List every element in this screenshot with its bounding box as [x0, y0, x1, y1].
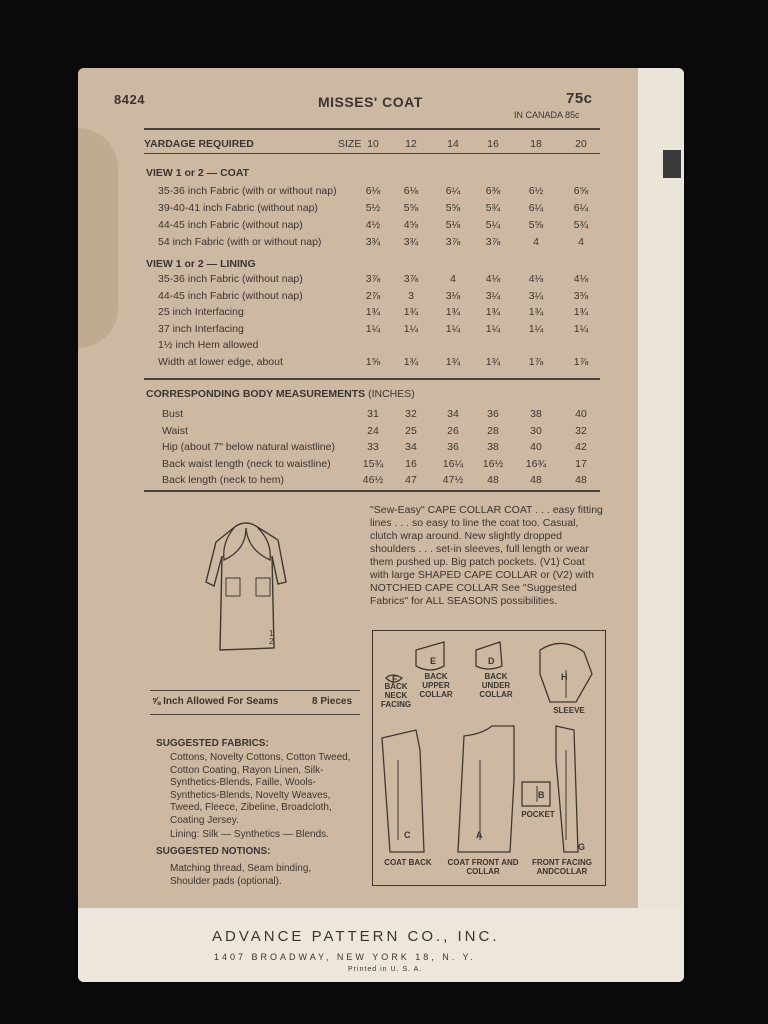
company-name: ADVANCE PATTERN CO., INC. [212, 928, 500, 945]
piece-b-label: POCKET [521, 810, 555, 819]
piece-b-letter: B [538, 790, 545, 800]
coat-yardage-label: 39-40-41 inch Fabric (without nap) [158, 202, 318, 214]
lining-yardage-label: 37 inch Interfacing [158, 322, 244, 335]
size-column-header: 20 [575, 138, 587, 150]
fabrics-title: SUGGESTED FABRICS: [156, 738, 269, 749]
lining-yardage-value: 1¾ [485, 355, 501, 368]
body-measurement-label: Bust [162, 408, 184, 420]
coat-yardage-value: 6¼ [573, 202, 589, 214]
tape-tab [663, 150, 681, 178]
coat-yardage-value: 3¾ [403, 236, 419, 248]
lining-yardage-value: 3⅞ [403, 273, 419, 285]
body-measurement-value: 48 [575, 474, 587, 486]
lining-yardage-value: 1¾ [573, 306, 589, 318]
seams-top-rule [150, 690, 360, 691]
seam-allowance: ⅝ Inch Allowed For Seams [152, 696, 279, 707]
company-address: 1407 BROADWAY, NEW YORK 18, N. Y. [214, 952, 476, 962]
body-measurement-value: 26 [447, 424, 459, 437]
coat-yardage-value: 6⅛ [403, 185, 419, 197]
body-rule [144, 378, 600, 380]
body-measurement-value: 47 [405, 474, 417, 486]
size-column-header: 16 [487, 138, 499, 150]
lining-yardage-value: 1¼ [445, 322, 461, 335]
size-label: SIZE [338, 138, 362, 150]
body-measurement-value: 38 [487, 441, 499, 453]
fabrics-text: Cottons, Novelty Cottons, Cotton Tweed, Cotton Coating, Rayon Linen, Silk-Synthetics-Blends, Faille, Wools-Synthetics-Blends, Novelty Weaves, Tweed, Fleece, Zibeline, Broadcloth, Coating Jersey. [170, 752, 351, 826]
lining-yardage-value: 1¾ [445, 306, 461, 318]
lining-yardage-value: 1¼ [403, 322, 419, 335]
size-column-header: 18 [530, 138, 542, 150]
body-measurement-value: 36 [447, 441, 459, 453]
coat-yardage-value: 5⅛ [445, 219, 461, 231]
piece-c-letter: C [404, 830, 411, 840]
body-measurement-value: 16 [405, 457, 417, 470]
pattern-number: 8424 [114, 92, 145, 107]
body-measurement-value: 30 [530, 424, 542, 437]
piece-count: 8 Pieces [312, 696, 353, 707]
lining-yardage-value: 3¼ [485, 289, 501, 302]
body-measurements-title [146, 388, 415, 400]
body-measurement-label: Waist [162, 424, 188, 437]
coat-yardage-value: 3¾ [365, 236, 381, 248]
view-coat-heading: VIEW 1 or 2 — COAT [146, 167, 250, 179]
body-bottom-rule [144, 490, 600, 492]
body-measurement-value: 46½ [362, 474, 384, 486]
body-measurements-unit: (INCHES) [368, 388, 415, 400]
piece-a-label: COAT FRONT AND COLLAR [447, 858, 519, 876]
lining-yardage-value: 1¼ [485, 322, 501, 335]
body-measurement-value: 48 [487, 474, 499, 486]
size-column-header: 14 [447, 138, 459, 150]
body-measurement-value: 31 [367, 408, 379, 420]
piece-h-label: SLEEVE [553, 706, 585, 715]
coat-yardage-value: 5¾ [573, 219, 589, 231]
piece-g-label: FRONT FACING ANDCOLLAR [532, 858, 592, 876]
lining-yardage-label: 35-36 inch Fabric (without nap) [158, 273, 303, 285]
coat-yardage-value: 3⅞ [485, 236, 501, 248]
coat-yardage-value: 5⅝ [445, 202, 461, 214]
lining-yardage-value: 1⅞ [573, 355, 589, 368]
torn-edge [78, 128, 118, 348]
coat-yardage-value: 5⅝ [528, 219, 544, 231]
lining-yardage-value: 1¾ [365, 306, 381, 318]
body-measurement-value: 15¾ [362, 457, 384, 470]
lining-yardage-value: 1¼ [365, 322, 381, 335]
body-measurement-value: 16¾ [525, 457, 547, 470]
yardage-rule [144, 153, 600, 154]
lining-yardage-label: 1½ inch Hem allowed [158, 339, 259, 351]
piece-e-label: BACK UPPER COLLAR [419, 672, 453, 699]
coat-yardage-value: 5⅝ [403, 202, 419, 214]
lining-yardage-value: 1⅝ [365, 355, 381, 368]
notions-text: Matching thread, Seam binding, Shoulder pads (optional). [170, 863, 312, 887]
body-measurement-label: Back length (neck to hem) [162, 474, 284, 486]
notions-title: SUGGESTED NOTIONS: [156, 846, 271, 857]
coat-yardage-value: 4 [533, 236, 539, 248]
coat-yardage-value: 6¼ [528, 202, 544, 214]
lining-yardage-value: 2⅞ [365, 289, 381, 302]
coat-yardage-value: 6½ [528, 185, 544, 197]
lining-yardage-value: 1¾ [445, 355, 461, 368]
size-column-header: 10 [367, 138, 379, 150]
lining-yardage-label: 44-45 inch Fabric (without nap) [158, 289, 303, 302]
body-measurement-value: 40 [575, 408, 587, 420]
view-marks: 1 2 [269, 629, 274, 646]
lining-yardage-label: Width at lower edge, about [158, 355, 283, 368]
lining-yardage-label: 25 inch Interfacing [158, 306, 244, 318]
piece-c-label: COAT BACK [384, 858, 432, 867]
pattern-title: MISSES' COAT [318, 94, 423, 110]
coat-yardage-label: 35-36 inch Fabric (with or without nap) [158, 185, 337, 197]
body-measurement-value: 38 [530, 408, 542, 420]
body-measurement-value: 32 [405, 408, 417, 420]
yardage-title: YARDAGE REQUIRED [144, 138, 254, 150]
piece-h-letter: H [561, 672, 568, 682]
coat-yardage-value: 6¼ [445, 185, 461, 197]
body-measurement-value: 42 [575, 441, 587, 453]
body-measurement-label: Back waist length (neck to waistline) [162, 457, 331, 470]
piece-f-letter: F [392, 674, 398, 684]
lining-yardage-value: 1¾ [403, 306, 419, 318]
seams-bottom-rule [150, 714, 360, 715]
body-measurement-value: 40 [530, 441, 542, 453]
lining-yardage-value: 1¼ [573, 322, 589, 335]
body-measurement-value: 32 [575, 424, 587, 437]
body-measurement-value: 16½ [482, 457, 504, 470]
description: "Sew-Easy" CAPE COLLAR COAT . . . easy fitting lines . . . so easy to line the coat too. Casual, clutch wrap around. New slightly dropped shoulders . . . set-in sleeves, full length or wear them pushed up. Big patch pockets. (V1) Coat with large SHAPED CAPE COLLAR or (V2) with NOTCHED CAPE COLLAR See "Suggested Fabrics" for ALL SEASONS possibilities. [370, 504, 603, 607]
lining-yardage-value: 1⅞ [528, 355, 544, 368]
view-lining-heading: VIEW 1 or 2 — LINING [146, 258, 256, 270]
lining-yardage-value: 3⅞ [365, 273, 381, 285]
body-measurements-heading: CORRESPONDING BODY MEASUREMENTS [146, 388, 366, 400]
piece-d-letter: D [488, 656, 495, 666]
lining-yardage-value: 3⅜ [573, 289, 589, 302]
pale-right-strip [638, 68, 684, 908]
lining-yardage-value: 1¾ [403, 355, 419, 368]
body-measurement-value: 48 [530, 474, 542, 486]
lining-yardage-value: 3⅛ [445, 289, 461, 302]
coat-yardage-value: 5¼ [485, 219, 501, 231]
coat-yardage-value: 6⅛ [365, 185, 381, 197]
body-measurement-value: 17 [575, 457, 587, 470]
printed-in: Printed in U. S. A. [348, 966, 423, 973]
coat-yardage-value: 6⅜ [485, 185, 501, 197]
coat-yardage-value: 6⅝ [573, 185, 589, 197]
body-measurement-value: 28 [487, 424, 499, 437]
body-measurement-value: 34 [447, 408, 459, 420]
piece-e-letter: E [430, 656, 437, 666]
body-measurement-value: 47½ [442, 474, 464, 486]
lining-yardage-value: 1¼ [528, 322, 544, 335]
lining-yardage-value: 4⅛ [528, 273, 544, 285]
coat-illustration [196, 520, 296, 660]
piece-d-label: BACK UNDER COLLAR [479, 672, 513, 699]
lining-yardage-value: 4 [450, 273, 456, 285]
coat-yardage-value: 4½ [365, 219, 381, 231]
piece-a-letter: A [476, 830, 483, 840]
lining-yardage-value: 1¾ [485, 306, 501, 318]
price: 75c [566, 90, 593, 107]
piece-f-label: BACK NECK FACING [380, 682, 412, 709]
lining-yardage-value: 4⅛ [573, 273, 589, 285]
body-measurement-value: 33 [367, 441, 379, 453]
lining-yardage-value: 3 [408, 289, 414, 302]
lining-text: Lining: Silk — Synthetics — Blends. [170, 829, 329, 840]
lining-yardage-value: 1¾ [528, 306, 544, 318]
body-measurement-value: 24 [367, 424, 379, 437]
pattern-pieces-drawing [372, 630, 604, 884]
lining-yardage-value: 4⅛ [485, 273, 501, 285]
piece-g-letter: G [578, 842, 586, 852]
coat-yardage-label: 44-45 inch Fabric (without nap) [158, 219, 303, 231]
coat-yardage-label: 54 inch Fabric (with or without nap) [158, 236, 322, 248]
body-measurement-value: 25 [405, 424, 417, 437]
body-measurement-value: 16¼ [442, 457, 464, 470]
coat-yardage-value: 5¾ [485, 202, 501, 214]
coat-yardage-value: 5½ [365, 202, 381, 214]
canada-price: IN CANADA 85c [514, 110, 580, 120]
body-measurement-value: 36 [487, 408, 499, 420]
body-measurement-value: 34 [405, 441, 417, 453]
body-measurement-label: Hip (about 7" below natural waistline) [162, 441, 335, 453]
coat-yardage-value: 3⅞ [445, 236, 461, 248]
lining-yardage-value: 3¼ [528, 289, 544, 302]
size-column-header: 12 [405, 138, 417, 150]
header-rule [144, 128, 600, 130]
coat-yardage-value: 4 [578, 236, 584, 248]
coat-yardage-value: 4⅝ [403, 219, 419, 231]
